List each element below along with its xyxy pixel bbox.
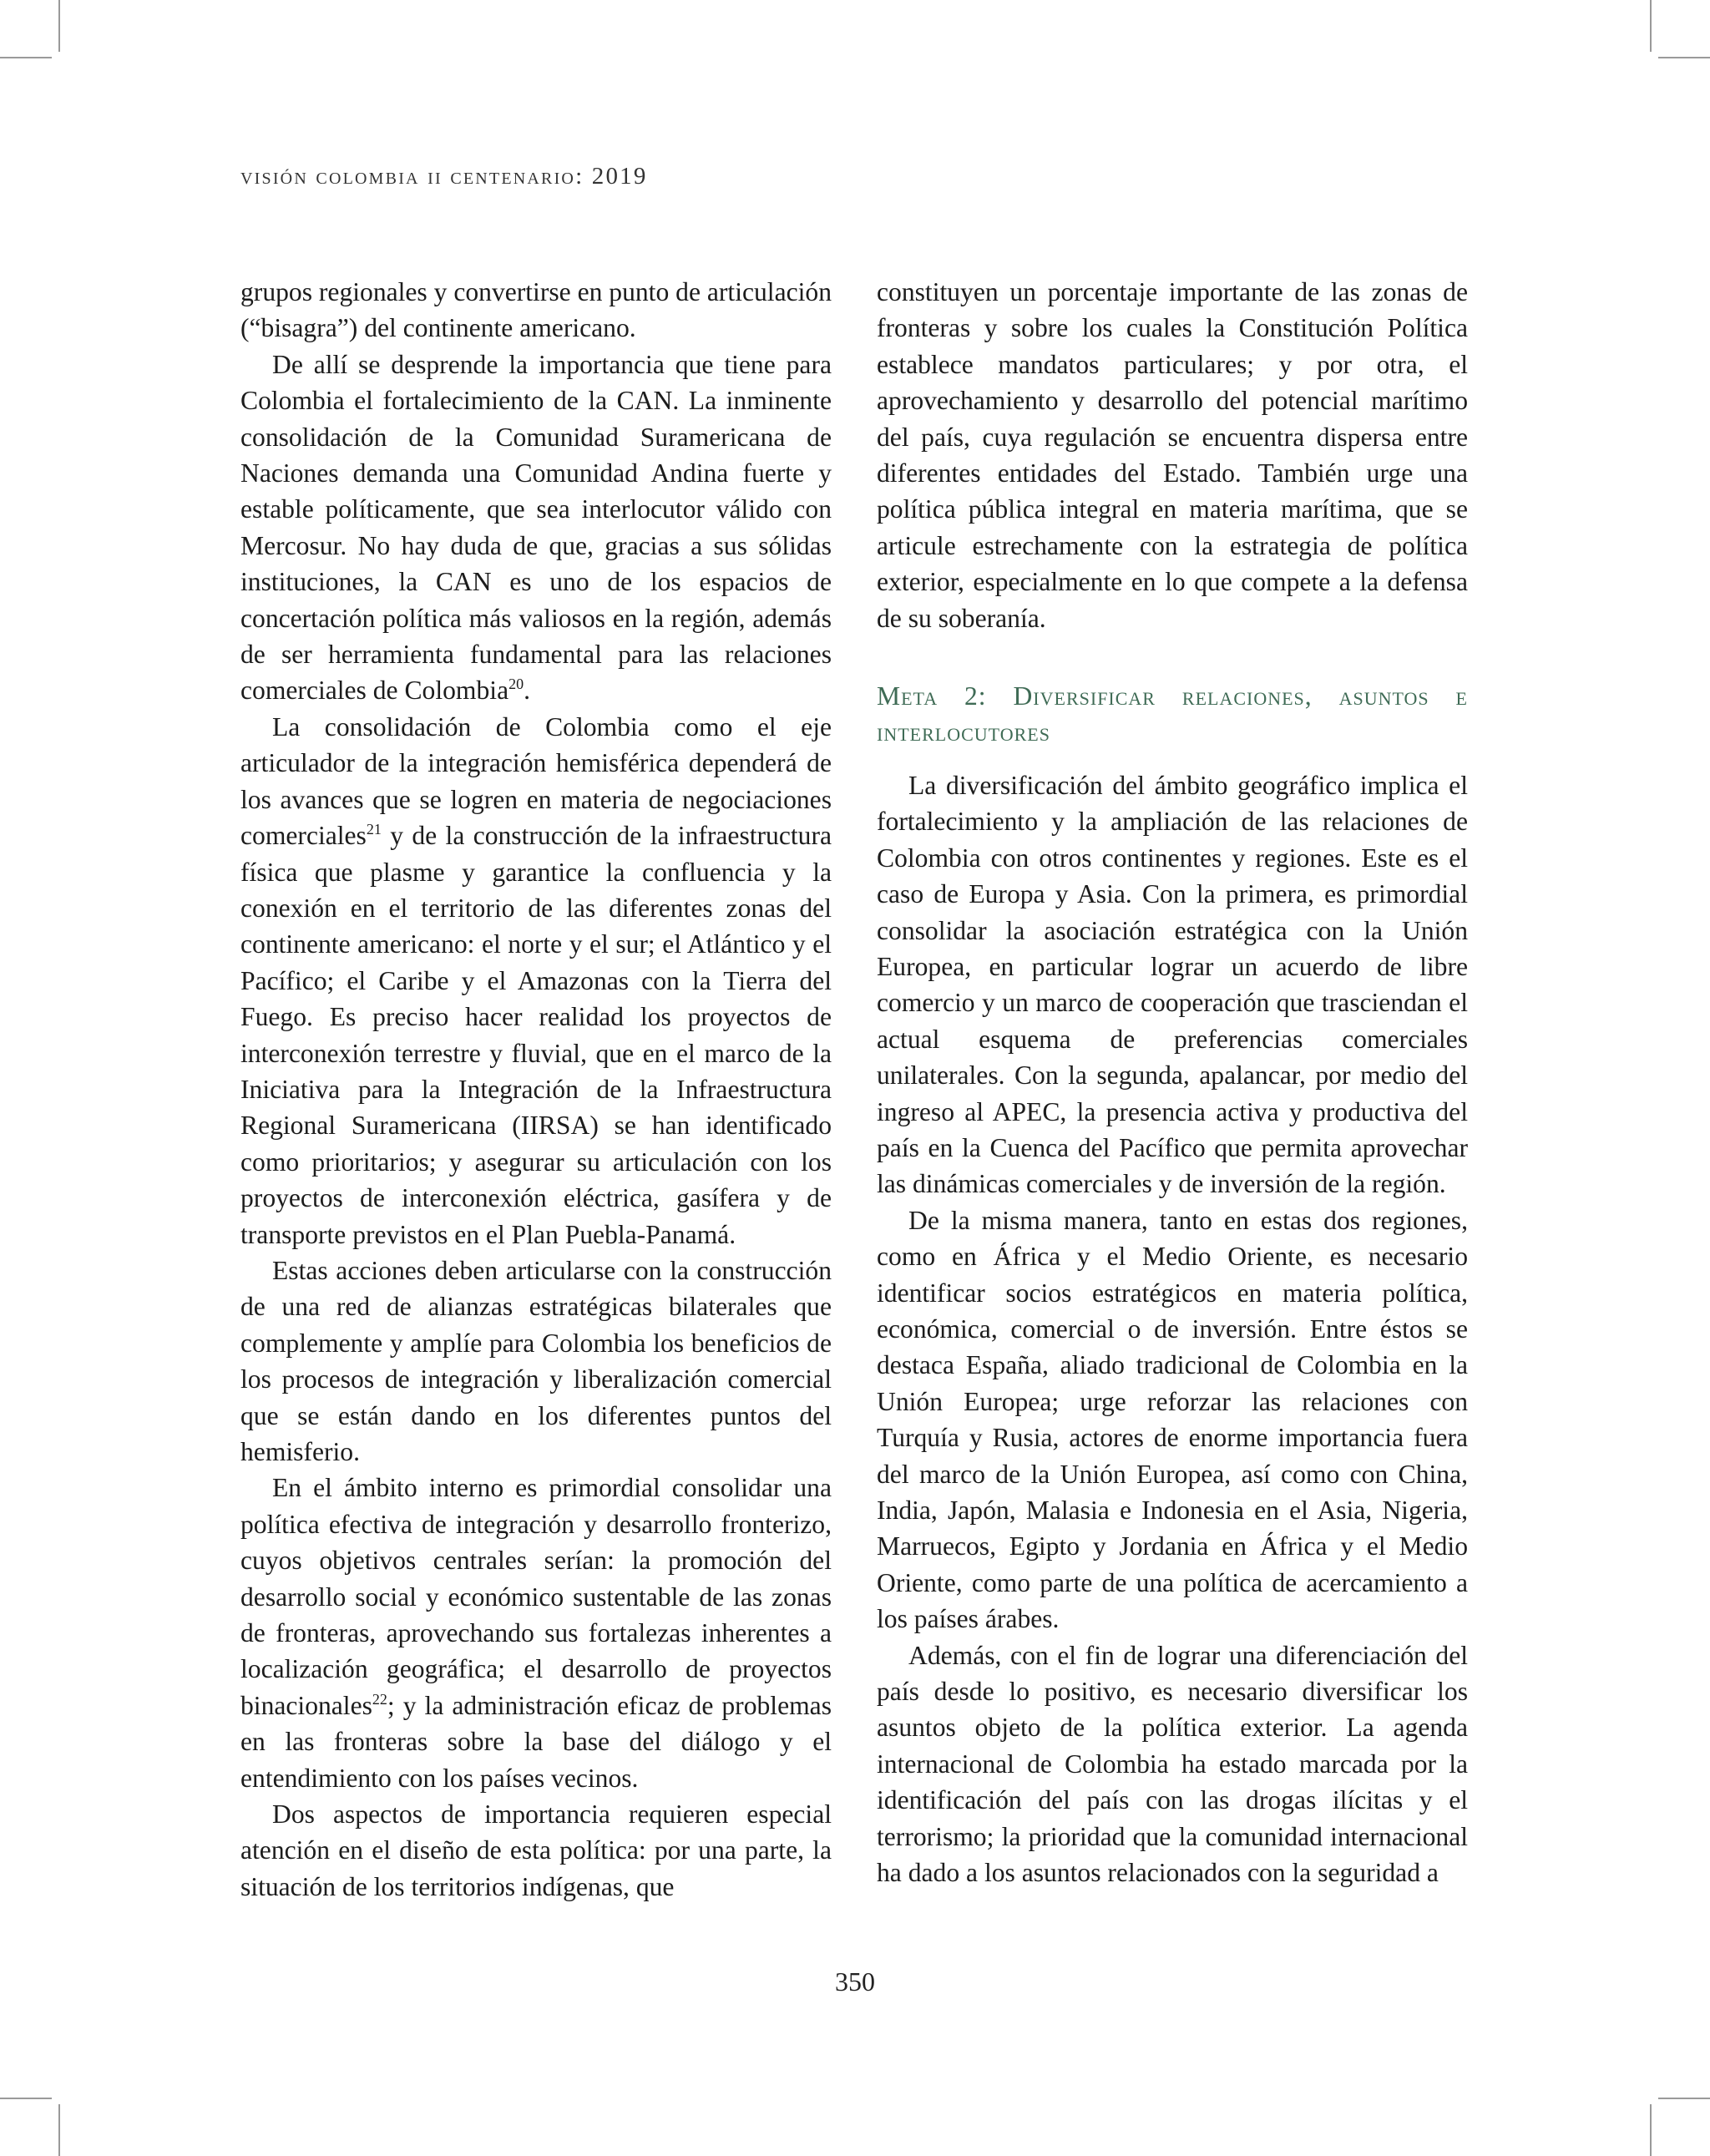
paragraph-text: De la misma manera, tanto en estas dos regiones, como en África y el Medio Oriente, es necesario identificar socios estratégicos en materia política, económica, comercial o de inversión. Entre éstos se destaca España, aliado tradicional de Colombia en la Unión Europea; urge reforzar las relaciones con Turquía y Rusia, actores de enorme importancia fuera del marco de la Unión Europea, así como con China, India, Japón, Malasia e Indonesia en el Asia, Nigeria, Marruecos, Egipto y Jordania en África y el Medio Oriente, como parte de una política de acercamiento a los países árabes. <box>877 1205 1468 1634</box>
paragraph-text: En el ámbito interno es primordial consolidar una política efectiva de integración y desarrollo fronterizo, cuyos objetivos centrales serían: la promoción del desarrollo social y económico sustentable de las zonas de fronteras, aprovechando sus fortalezas inherentes a localización geográfica; el desarrollo de proyectos binacionales <box>240 1473 832 1720</box>
paragraph-text: . <box>524 676 530 706</box>
crop-mark-bottom-left-vertical <box>58 2104 60 2156</box>
paragraph <box>240 1796 832 1905</box>
running-header: visión colombia ii centenario: 2019 <box>240 163 648 190</box>
crop-mark-top-right-horizontal <box>1658 57 1710 58</box>
paragraph-text: De allí se desprende la importancia que tiene para Colombia el fortalecimiento de la CAN. La inminente consolidación de la Comunidad Suramericana de Naciones demanda una Comunidad Andina fuerte y estable políticamente, que sea interlocutor válido con Mercosur. No hay duda de que, gracias a sus sólidas instituciones, la CAN es uno de los espacios de concertación política más valiosos en la región, además de ser herramienta fundamental para las relaciones comerciales de Colombia <box>240 349 832 706</box>
left-column <box>240 274 832 1905</box>
paragraph-text: Además, con el fin de lograr una diferenciación del país desde lo positivo, es necesario diversificar los asuntos objeto de la política exterior. La agenda internacional de Colombia ha estado marcada por la identificación del país con las drogas ilícitas y el terrorismo; la prioridad que la comunidad internacional ha dado a los asuntos relacionados con la seguridad a <box>877 1640 1468 1888</box>
paragraph <box>877 1637 1468 1891</box>
paragraph-text: ; y la administración eficaz de problemas en las fronteras sobre la base del diálogo y el entendimiento con los países vecinos. <box>240 1690 832 1793</box>
paragraph-text: La diversificación del ámbito geográfico implica el fortalecimiento y la ampliación de las relaciones de Colombia con otros continentes y regiones. Este es el caso de Europa y Asia. Con la primera, es primordial consolidar la asociación estratégica con la Unión Europea, en particular lograr un acuerdo de libre comercio y un marco de cooperación que trasciendan el actual esquema de preferencias comerciales unilaterales. Con la segunda, apalancar, por medio del ingreso al APEC, la presencia activa y productiva del país en la Cuenca del Pacífico que permita aprovechar las dinámicas comerciales y de inversión de la región. <box>877 770 1468 1199</box>
paragraph <box>240 709 832 1253</box>
paragraph-text: La consolidación de Colombia como el eje articulador de la integración hemisférica dependerá de los avances que se logren en materia de negociaciones comerciales <box>240 711 832 851</box>
paragraph <box>240 1253 832 1470</box>
crop-mark-top-left-horizontal <box>0 57 52 58</box>
footnote-ref-21[interactable]: 21 <box>366 821 382 838</box>
paragraph <box>877 274 1468 636</box>
paragraph-text: grupos regionales y convertirse en punto de articulación (“bisagra”) del continente americano. <box>240 277 832 343</box>
page-number: 350 <box>835 1966 875 1997</box>
crop-mark-bottom-right-vertical <box>1650 2104 1652 2156</box>
paragraph <box>240 274 832 347</box>
section-heading: Meta 2: Diversificar relaciones, asuntos e interlocutores <box>877 681 1468 747</box>
crop-mark-top-right-vertical <box>1650 0 1652 52</box>
footnote-ref-20[interactable]: 20 <box>508 676 524 693</box>
paragraph-text: y de la construcción de la infraestructura física que plasme y garantice la confluencia y la conexión en el territorio de las diferentes zonas del continente americano: el norte y el sur; el Atlántico y el Pacífico; el Caribe y el Amazonas con la Tierra del Fuego. Es preciso hacer realidad los proyectos de interconexión terrestre y fluvial, que en el marco de la Iniciativa para la Integración de la Infraestructura Regional Suramericana (IIRSA) se han identificado como prioritarios; y asegurar su articulación con los proyectos de interconexión eléctrica, gasífera y de transporte previstos en el Plan Puebla-Panamá. <box>240 821 832 1249</box>
crop-mark-bottom-left-horizontal <box>0 2098 52 2099</box>
paragraph-text: Estas acciones deben articularse con la construcción de una red de alianzas estratégicas bilaterales que complemente y amplíe para Colombia los beneficios de los procesos de integración y liberalización comercial que se están dando en los diferentes puntos del hemisferio. <box>240 1255 832 1466</box>
paragraph-text: Dos aspectos de importancia requieren especial atención en el diseño de esta política: por una parte, la situación de los territorios indígenas, que <box>240 1799 832 1901</box>
crop-mark-bottom-right-horizontal <box>1658 2098 1710 2099</box>
paragraph <box>877 1202 1468 1637</box>
paragraph <box>240 1470 832 1796</box>
crop-mark-top-left-vertical <box>58 0 60 52</box>
footnote-ref-22[interactable]: 22 <box>372 1690 387 1708</box>
right-column <box>877 274 1468 1890</box>
paragraph <box>877 767 1468 1202</box>
paragraph <box>240 347 832 709</box>
paragraph-text: constituyen un porcentaje importante de las zonas de fronteras y sobre los cuales la Constitución Política establece mandatos particulares; y por otra, el aprovechamiento y desarrollo del potencial marítimo del país, cuya regulación se encuentra dispersa entre diferentes entidades del Estado. También urge una política pública integral en materia marítima, que se articule estrechamente con la estrategia de política exterior, especialmente en lo que compete a la defensa de su soberanía. <box>877 277 1468 633</box>
